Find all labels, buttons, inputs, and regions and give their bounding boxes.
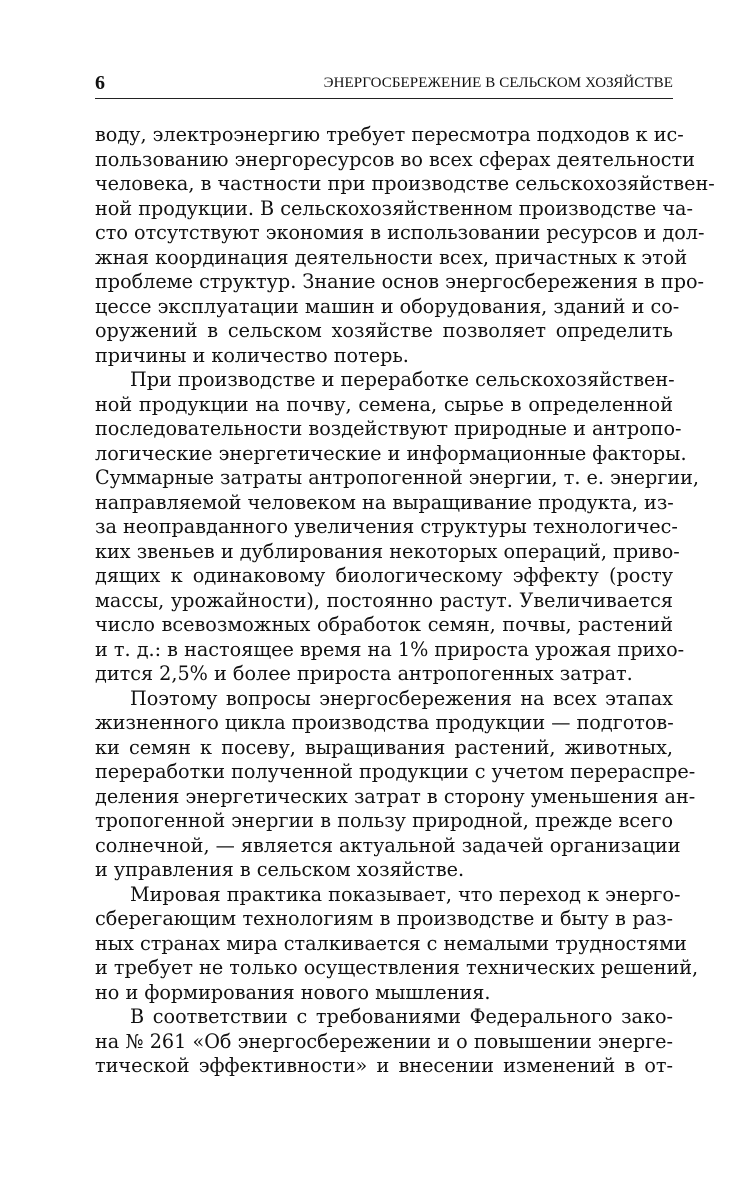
running-title: ЭНЕРГОСБЕРЕЖЕНИЕ В СЕЛЬСКОМ ХОЗЯЙСТВЕ xyxy=(323,75,673,91)
text-line: дящих к одинаковому биологическому эффекту (росту xyxy=(95,564,673,587)
paragraph xyxy=(95,123,715,368)
text-line: человека, в частности при производстве сельскохозяйствен- xyxy=(95,172,715,195)
text-line: за неоправданного увеличения структуры технологичес- xyxy=(95,515,678,538)
text-line: ких звеньев и дублирования некоторых операций, приво- xyxy=(95,539,680,563)
text-line: жизненного цикла производства продукции — подготов- xyxy=(95,711,674,734)
text-line: проблеме структур. Знание основ энергосбережения в про- xyxy=(95,270,705,293)
text-line: дится 2,5% и более прироста антропогенных затрат. xyxy=(95,662,633,685)
text-line: и т. д.: в настоящее время на 1% прироста урожая прихо- xyxy=(95,637,685,661)
paragraph xyxy=(95,368,699,687)
paragraph xyxy=(95,1005,673,1079)
text-line: солнечной, — является актуальной задачей организации xyxy=(95,833,681,857)
text-line: Мировая практика показывает, что переход к энерго- xyxy=(130,882,681,906)
text-line: сто отсутствуют экономия в использовании ресурсов и дол- xyxy=(95,221,705,244)
text-line: В соответствии с требованиями Федерального зако- xyxy=(130,1005,673,1028)
page-number: 6 xyxy=(95,72,105,94)
text-line: причины и количество потерь. xyxy=(95,343,409,367)
text-line: ных странах мира сталкивается с немалыми трудностями xyxy=(95,931,687,955)
text-line: но и формирования нового мышления. xyxy=(95,980,491,1004)
text-line: тропогенной энергии в пользу природной, прежде всего xyxy=(95,809,673,832)
book-page xyxy=(95,70,715,1079)
text-line: логические энергетические и информационные факторы. xyxy=(95,441,687,465)
text-line: тической эффективности» и внесении изменений в от- xyxy=(95,1054,673,1077)
text-line: деления энергетических затрат в сторону уменьшения ан- xyxy=(95,784,696,808)
text-line: массы, урожайности), постоянно растут. Увеличивается xyxy=(95,588,673,612)
text-line: на № 261 «Об энергосбережении и о повышении энерге- xyxy=(95,1029,673,1053)
text-line: ки семян к посеву, выращивания растений, животных, xyxy=(95,735,673,759)
text-line: сберегающим технологиям в производстве и быту в раз- xyxy=(95,907,673,930)
text-line: оружений в сельском хозяйстве позволяет определить xyxy=(95,319,673,342)
paragraph xyxy=(95,882,699,1006)
text-line: цессе эксплуатации машин и оборудования, зданий и со- xyxy=(95,294,680,318)
text-line: последовательности воздействуют природные и антропо- xyxy=(95,417,682,440)
text-line: направляемой человеком на выращивание продукта, из- xyxy=(95,490,674,514)
paragraph xyxy=(95,686,696,883)
text-line: ной продукции. В сельскохозяйственном производстве ча- xyxy=(95,196,693,220)
body-text xyxy=(95,123,715,1079)
text-line: пользованию энергоресурсов во всех сферах деятельности xyxy=(95,147,695,171)
text-line: Поэтому вопросы энергосбережения на всех этапах xyxy=(130,686,673,710)
text-line: ной продукции на почву, семена, сырье в определенной xyxy=(95,392,673,416)
text-line: жная координация деятельности всех, причастных к этой xyxy=(95,245,688,269)
text-line: и требует не только осуществления технических решений, xyxy=(95,956,699,979)
text-line: воду, электроэнергию требует пересмотра подходов к ис- xyxy=(95,123,684,146)
text-line: и управления в сельском хозяйстве. xyxy=(95,858,465,881)
text-line: переработки полученной продукции с учетом перераспре- xyxy=(95,760,696,783)
text-line: При производстве и переработке сельскохозяйствен- xyxy=(130,368,675,391)
text-line: Суммарные затраты антропогенной энергии, т. е. энергии, xyxy=(95,466,699,489)
text-line: число всевозможных обработок семян, почвы, растений xyxy=(95,613,673,636)
page-header xyxy=(95,70,673,99)
